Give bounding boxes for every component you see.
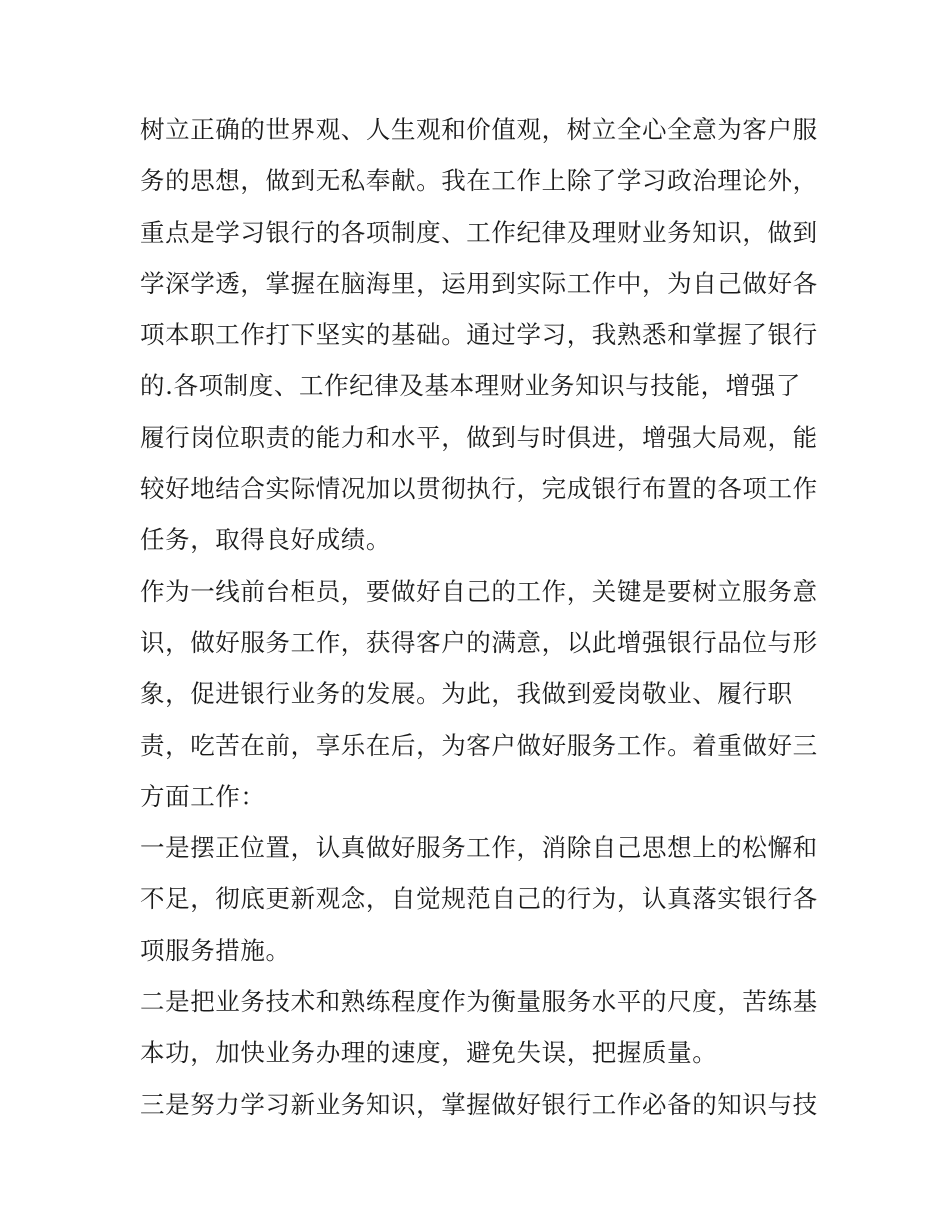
text-line: 三是努力学习新业务知识，掌握做好银行工作必备的知识与技 xyxy=(140,1089,818,1119)
text-line: 方面工作： xyxy=(140,781,266,811)
text-line: 树立正确的世界观、人生观和价值观，树立全心全意为客户服 xyxy=(140,115,818,144)
text-line: 学深学透，掌握在脑海里，运用到实际工作中，为自己做好各 xyxy=(140,268,818,298)
text-line: 项本职工作打下坚实的基础。通过学习，我熟悉和掌握了银行 xyxy=(140,320,818,350)
text-line: 较好地结合实际情况加以贯彻执行，完成银行布置的各项工作 xyxy=(140,474,818,504)
body-text xyxy=(140,104,820,1130)
text-line: 作为一线前台柜员，要做好自己的工作，关键是要树立服务意 xyxy=(140,576,818,606)
text-line: 的.各项制度、工作纪律及基本理财业务知识与技能，增强了 xyxy=(140,371,801,401)
text-line: 本功，加快业务办理的速度，避免失误，把握质量。 xyxy=(140,1038,718,1068)
text-line: 象，促进银行业务的发展。为此，我做到爱岗敬业、履行职 xyxy=(140,679,793,709)
text-line: 重点是学习银行的各项制度、工作纪律及理财业务知识，做到 xyxy=(140,217,818,247)
text-line: 责，吃苦在前，享乐在后，为客户做好服务工作。着重做好三 xyxy=(140,730,818,760)
text-line: 项服务措施。 xyxy=(140,935,291,965)
text-line: 履行岗位职责的能力和水平，做到与时俱进，增强大局观，能 xyxy=(140,422,818,452)
text-line: 二是把业务技术和熟练程度作为衡量服务水平的尺度，苦练基 xyxy=(140,987,818,1017)
text-line: 任务，取得良好成绩。 xyxy=(140,525,391,555)
text-line: 识，做好服务工作，获得客户的满意，以此增强银行品位与形 xyxy=(140,627,818,657)
text-line: 不足，彻底更新观念，自觉规范自己的行为，认真落实银行各 xyxy=(140,884,818,914)
text-line: 一是摆正位置，认真做好服务工作，消除自己思想上的松懈和 xyxy=(140,833,818,863)
text-line: 务的思想，做到无私奉献。我在工作上除了学习政治理论外， xyxy=(140,166,818,196)
